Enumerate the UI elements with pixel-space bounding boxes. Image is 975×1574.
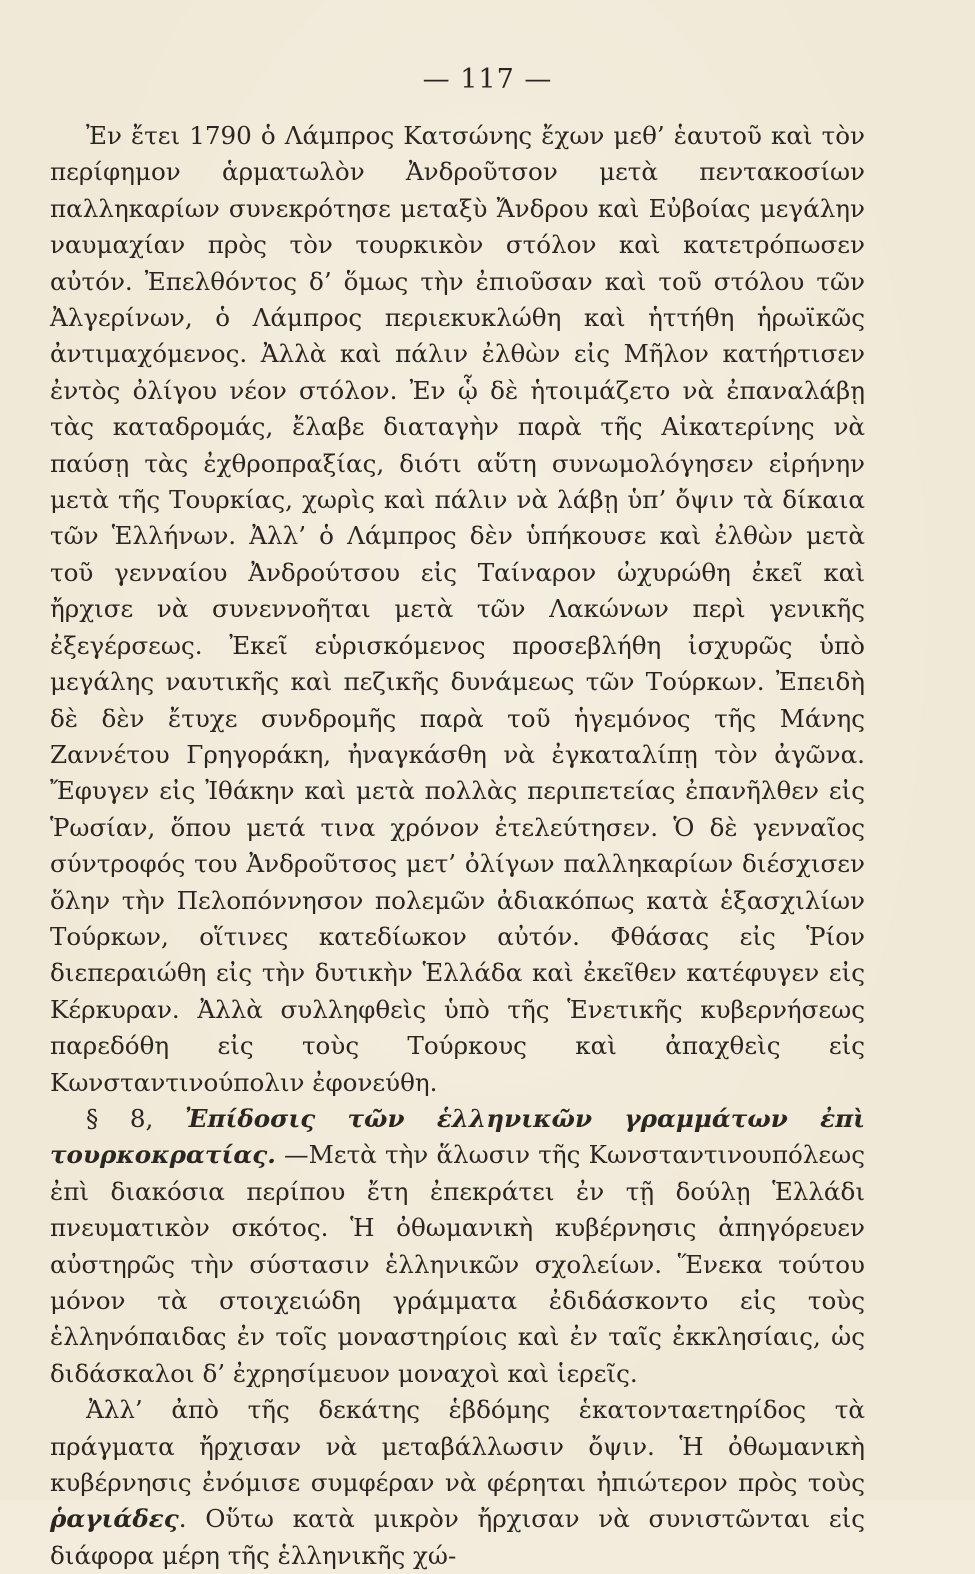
section-8-text: —Μετὰ τὴν ἅλωσιν τῆς Κωνσταντινουπόλεως ἐπὶ διακόσια περίπου ἔτη ἐπεκράτει ἐν τῇ δούλῃ Ἑλλάδι πνευματικὸν σκότος. Ἡ ὀθωμανικὴ κυβέρνησις ἀπηγόρευεν αὐστηρῶς τὴν σύστασιν ἑλληνικῶν σχολείων. Ἕνεκα τούτου μόνον τὰ στοιχειώδη γράμματα ἐδιδάσκοντο εἰς τοὺς ἑλληνόπαιδας ἐν τοῖς μοναστηρίοις καὶ ἐν ταῖς ἐκκλησίαις, ὡς διδάσκαλοι δ’ ἐχρησίμευον μοναχοὶ καὶ ἱερεῖς. <box>50 1140 865 1388</box>
page-number: — 117 — <box>422 64 553 95</box>
page-body <box>50 118 865 1574</box>
paragraph-17th-century <box>50 1392 865 1574</box>
section-heading: Ἐπίδοσις τῶν ἑλληνικῶν γραμμάτων ἐπὶ τουρκοκρατίας. <box>50 1103 865 1170</box>
emphasized-word: ῥαγιάδες <box>50 1504 179 1534</box>
paragraph-section-8 <box>50 1101 865 1392</box>
paragraph-17th-century-text-end: . Οὕτω κατὰ μικρὸν ἤρχισαν νὰ συνιστῶνται εἰς διάφορα μέρη τῆς ἑλληνικῆς χώ- <box>50 1504 865 1570</box>
section-number: § 8, <box>86 1103 185 1133</box>
paragraph-17th-century-text-start: Ἀλλ’ ἀπὸ τῆς δεκάτης ἑβδόμης ἑκατονταετηρίδος τὰ πράγματα ἤρχισαν νὰ μεταβάλλωσιν ὄψιν. Ἡ ὀθωμανικὴ κυβέρνησις ἐνόμισε συμφέραν νὰ φέρηται ἠπιώτερον πρὸς τοὺς <box>50 1395 865 1498</box>
paragraph-katsonis: Ἐν ἔτει 1790 ὁ Λάμπρος Κατσώνης ἔχων μεθ’ ἑαυτοῦ καὶ τὸν περίφημον ἁρματωλὸν Ἀνδροῦτσον μετὰ πεντακοσίων παλληκαρίων συνεκρότησε μεταξὺ Ἄνδρου καὶ Εὐβοίας μεγάλην ναυμαχίαν πρὸς τὸν τουρκικὸν στόλον καὶ κατετρόπωσεν αὐτόν. Ἐπελθόντος δ’ ὅμως τὴν ἐπιοῦσαν καὶ τοῦ στόλου τῶν Ἀλγερίνων, ὁ Λάμπρος περιεκυκλώθη καὶ ἡττήθη ἡρωϊκῶς ἀντιμαχόμενος. Ἀλλὰ καὶ πάλιν ἐλθὼν εἰς Μῆλον κατήρτισεν ἐντὸς ὀλίγου νέον στόλον. Ἐν ᾧ δὲ ἡτοιμάζετο νὰ ἐπαναλάβῃ τὰς καταδρομάς, ἔλαβε διαταγὴν παρὰ τῆς Αἰκατερίνης νὰ παύσῃ τὰς ἐχθροπραξίας, διότι αὕτη συνωμολόγησεν εἰρήνην μετὰ τῆς Τουρκίας, χωρὶς καὶ πάλιν νὰ λάβῃ ὑπ’ ὄψιν τὰ δίκαια τῶν Ἑλλήνων. Ἀλλ’ ὁ Λάμπρος δὲν ὑπήκουσε καὶ ἐλθὼν μετὰ τοῦ γενναίου Ἀνδρούτσου εἰς Ταίναρον ὠχυρώθη ἐκεῖ καὶ ἤρχισε νὰ συνεννοῆται μετὰ τῶν Λακώνων περὶ γενικῆς ἐξεγέρσεως. Ἐκεῖ εὑρισκόμενος προσεβλήθη ἰσχυρῶς ὑπὸ μεγάλης ναυτικῆς καὶ πεζικῆς δυνάμεως τῶν Τούρκων. Ἐπειδὴ δὲ δὲν ἔτυχε συνδρομῆς παρὰ τοῦ ἡγεμόνος τῆς Μάνης Ζαννέτου Γρηγοράκη, ἠναγκάσθη νὰ ἐγκαταλίπῃ τὸν ἀγῶνα. Ἔφυγεν εἰς Ἰθάκην καὶ μετὰ πολλὰς περιπετείας ἐπανῆλθεν εἰς Ῥωσίαν, ὅπου μετά τινα χρόνον ἐτελεύτησεν. Ὁ δὲ γενναῖος σύντροφός του Ἀνδροῦτσος μετ’ ὀλίγων παλληκαρίων διέσχισεν ὅλην τὴν Πελοπόννησον πολεμῶν ἀδιακόπως κατὰ ἑξασχιλίων Τούρκων, οἵτινες κατεδίωκον αὐτόν. Φθάσας εἰς Ῥίον διεπεραιώθη εἰς τὴν δυτικὴν Ἑλλάδα καὶ ἐκεῖθεν κατέφυγεν εἰς Κέρκυραν. Ἀλλὰ συλληφθεὶς ὑπὸ τῆς Ἑνετικῆς κυβερνήσεως παρεδόθη εἰς τοὺς Τούρκους καὶ ἀπαχθεὶς εἰς Κωνσταντινούπολιν ἐφονεύθη. <box>50 121 865 1097</box>
